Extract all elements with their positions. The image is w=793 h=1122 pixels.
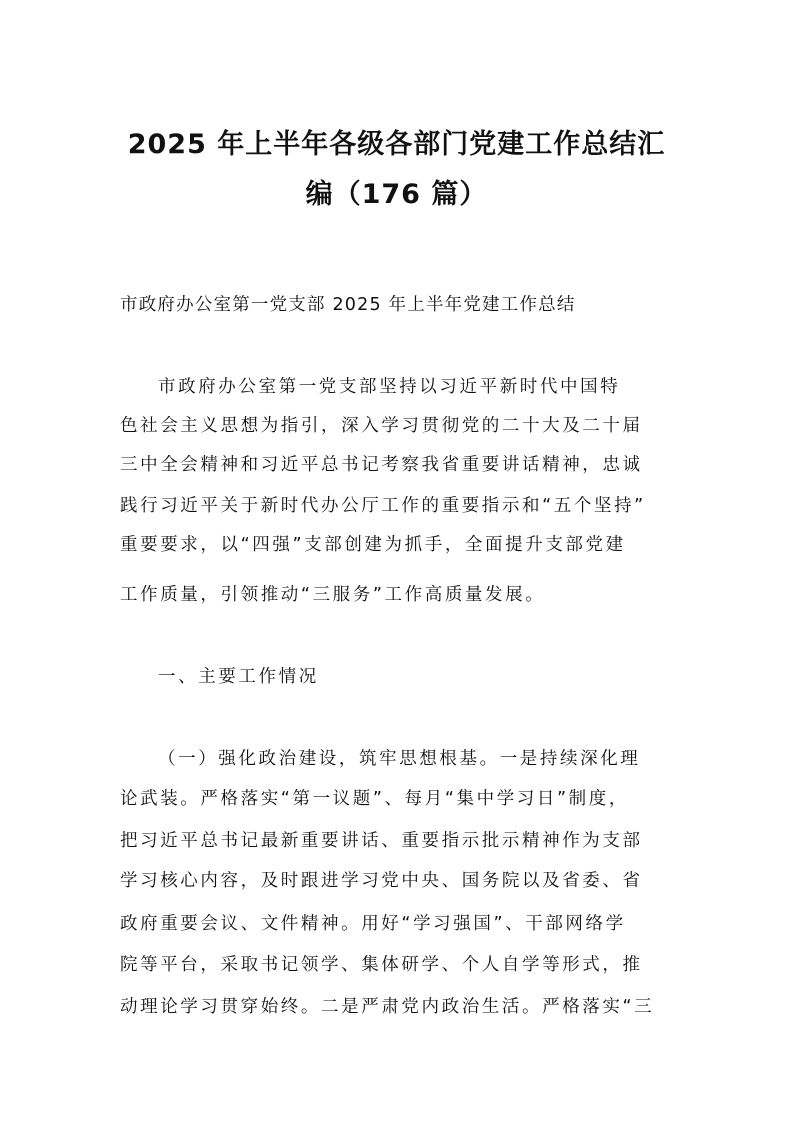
paragraph-1-line: 三中全会精神和习近平总书记考察我省重要讲话精神，忠诚: [120, 455, 643, 475]
paragraph-2-line: 学习核心内容，及时跟进学习党中央、国务院以及省委、省: [120, 871, 643, 891]
paragraph-1-line: 践行习近平关于新时代办公厅工作的重要指示和“五个坚持”: [120, 496, 646, 516]
paragraph-2-line: 把习近平总书记最新重要讲话、重要指示批示精神作为支部: [120, 831, 643, 851]
paragraph-2-line: （一）强化政治建设，筑牢思想根基。一是持续深化理: [158, 749, 641, 769]
paragraph-1-line: 色社会主义思想为指引，深入学习贯彻党的二十大及二十届: [120, 416, 643, 436]
paragraph-1-line: 重要要求，以“四强”支部创建为抓手，全面提升支部党建: [120, 535, 626, 555]
document-title-line-1: 2025 年上半年各级各部门党建工作总结汇: [127, 129, 666, 160]
paragraph-2-line: 政府重要会议、文件精神。用好“学习强国”、干部网络学: [120, 914, 626, 934]
article-title: 市政府办公室第一党支部 2025 年上半年党建工作总结: [120, 295, 576, 315]
paragraph-2-line: 院等平台，采取书记领学、集体研学、个人自学等形式，推: [120, 955, 643, 975]
section-heading: 一、主要工作情况: [158, 667, 319, 687]
paragraph-1-line: 工作质量，引领推动“三服务”工作高质量发展。: [120, 585, 546, 605]
paragraph-1-line: 市政府办公室第一党支部坚持以习近平新时代中国特: [158, 377, 621, 397]
document-title-line-2: 编（176 篇）: [305, 179, 488, 210]
paragraph-2-line: 动理论学习贯穿始终。二是严肃党内政治生活。严格落实“三: [120, 997, 655, 1017]
paragraph-2-line: 论武装。严格落实“第一议题”、每月“集中学习日”制度，: [120, 789, 629, 809]
